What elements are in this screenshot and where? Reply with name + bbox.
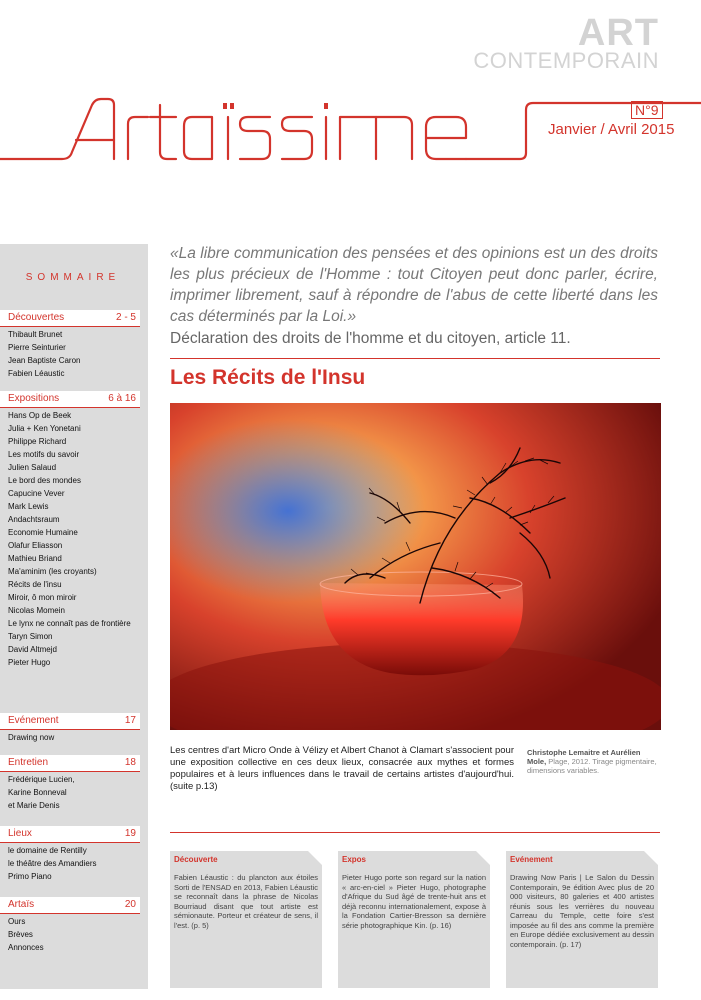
toc-item[interactable]: Philippe Richard (8, 437, 67, 446)
toc-item[interactable]: Récits de l'insu (8, 580, 62, 589)
section-pages: 6 à 16 (108, 393, 136, 404)
issue-date: Janvier / Avril 2015 (548, 121, 675, 138)
toc-item[interactable]: Olafur Eliasson (8, 541, 63, 550)
sommaire-title: SOMMAIRE (25, 272, 121, 283)
section-pages: 2 - 5 (115, 312, 136, 323)
divider (170, 832, 660, 833)
toc-item[interactable]: Taryn Simon (8, 632, 53, 641)
corner-fold (476, 851, 490, 865)
toc-item[interactable]: Andachtsraum (8, 515, 60, 524)
toc-item[interactable]: Fabien Léaustic (8, 369, 65, 378)
section-pages: 18 (124, 757, 136, 768)
issue-number: N°9 (631, 101, 663, 119)
article-title: Les Récits de l'Insu (170, 366, 366, 389)
teaser-evenement[interactable] (506, 851, 658, 988)
section-artais (0, 897, 148, 953)
teaser-category: Evénement (510, 855, 553, 864)
article-lead: Les centres d'art Micro Onde à Vélizy et Albert Chanot à Clamart s'associent pour une exposition collective en ces deux lieux, consacrée aux mythes et formes populaires et à leurs influences dans le travail de certains artistes d'aujourd'hui. (suite p.13) (170, 745, 514, 792)
teaser-text: Pieter Hugo porte son regard sur la nation « arc-en-ciel » Pieter Hugo, photographe d'Afrique du Sud âgé de trente-huit ans et déjà reconnu internationalement, expose à la Fondation Cartier-Bresson sa dernière série photographique Kin. (p. 16) (342, 873, 486, 930)
toc-item[interactable]: Le lynx ne connaît pas de frontière (8, 619, 131, 628)
toc-item[interactable]: Frédérique Lucien, (8, 775, 75, 784)
artwork-photo (170, 403, 661, 730)
toc-item[interactable]: Drawing now (8, 733, 55, 742)
section-header[interactable] (0, 391, 140, 408)
toc-item[interactable]: Pierre Seinturier (8, 343, 66, 352)
toc-item[interactable]: Pieter Hugo (8, 658, 51, 667)
toc-item[interactable]: Primo Piano (8, 872, 52, 881)
teaser-expos[interactable] (338, 851, 490, 988)
toc-item[interactable]: le domaine de Rentilly (8, 846, 87, 855)
epigraph-source: Déclaration des droits de l'homme et du citoyen, article 11. (170, 330, 571, 347)
toc-item[interactable]: Economie Humaine (8, 528, 78, 537)
section-header[interactable] (0, 826, 140, 843)
section-name: Découvertes (8, 312, 65, 323)
teaser-text: Fabien Léaustic : du plancton aux étoiles Sorti de l'ENSAD en 2013, Fabien Léaustic se reconnaît dans la phrase de Nicolas Bourriaud disant que tout artiste est sémionaute. Porteur et créateur de sens, il l'est. (p. 5) (174, 873, 318, 930)
toc-item[interactable]: Julien Salaud (8, 463, 57, 472)
credit-detail: Plage, 2012. Tirage pigmentaire, dimensions variables. (527, 757, 657, 775)
toc-item[interactable]: Julia + Ken Yonetani (8, 424, 81, 433)
section-header[interactable] (0, 897, 140, 914)
toc-item[interactable]: Nicolas Momein (8, 606, 65, 615)
section-evenement (0, 713, 148, 743)
toc-item[interactable]: Jean Baptiste Caron (8, 356, 81, 365)
section-entretien (0, 755, 148, 811)
toc-item[interactable]: Les motifs du savoir (8, 450, 80, 459)
teaser-decouverte[interactable] (170, 851, 322, 988)
epigraph-quote: «La libre communication des pensées et des opinions est un des droits les plus précieux de l'Homme : tout Citoyen peut donc parler, écrire, imprimer librement, sauf à répondre de l'abus de cette liberté dans les cas déterminés par la Loi.» (170, 245, 658, 325)
teaser-category: Découverte (174, 855, 218, 864)
section-lieux (0, 826, 148, 882)
divider (170, 358, 660, 359)
section-name: Artaïs (8, 899, 35, 910)
toc-item[interactable]: Capucine Vever (8, 489, 65, 498)
teaser-category: Expos (342, 855, 367, 864)
toc-item[interactable]: Brèves (8, 930, 33, 939)
section-name: Evénement (8, 715, 59, 726)
section-header[interactable] (0, 755, 140, 772)
corner-fold (644, 851, 658, 865)
corner-fold (308, 851, 322, 865)
toc-item[interactable]: le théâtre des Amandiers (8, 859, 97, 868)
toc-item[interactable]: Ours (8, 917, 26, 926)
section-pages: 20 (124, 899, 136, 910)
section-name: Entretien (8, 757, 49, 768)
toc-item[interactable]: Miroir, ô mon miroir (8, 593, 77, 602)
section-pages: 19 (124, 828, 136, 839)
section-name: Lieux (8, 828, 32, 839)
toc-item[interactable]: Thibault Brunet (8, 330, 63, 339)
section-pages: 17 (124, 715, 136, 726)
photo-credit (527, 748, 661, 775)
toc-item[interactable]: Karine Bonneval (8, 788, 67, 797)
section-expositions (0, 391, 148, 668)
contemporain-label: CONTEMPORAIN (473, 48, 659, 73)
section-header[interactable] (0, 310, 140, 327)
section-header[interactable] (0, 713, 140, 730)
toc-item[interactable]: Hans Op de Beek (8, 411, 72, 420)
toc-item[interactable]: Le bord des mondes (8, 476, 81, 485)
credit-name: Christophe Lemaitre et Aurélien Mole, (527, 748, 641, 766)
section-decouvertes (0, 310, 148, 379)
toc-item[interactable]: Mark Lewis (8, 502, 49, 511)
toc-item[interactable]: et Marie Denis (8, 801, 60, 810)
toc-item[interactable]: Ma'aminim (les croyants) (8, 567, 97, 576)
toc-item[interactable]: Mathieu Briand (8, 554, 62, 563)
section-name: Expositions (8, 393, 60, 404)
toc-item[interactable]: David Altmejd (8, 645, 57, 654)
art-label: ART (577, 12, 659, 54)
teaser-text: Drawing Now Paris | Le Salon du Dessin Contemporain, 9e édition Avec plus de 20 000 visiteurs, 80 galeries et 400 artistes réunis sous les verrières du nouveau Carreau du Temple, cette foire s'est imposée au fil des ans comme la première en Europe dédiée exclusivement au dessin contemporain. (p. 17) (510, 873, 654, 949)
toc-item[interactable]: Annonces (8, 943, 44, 952)
